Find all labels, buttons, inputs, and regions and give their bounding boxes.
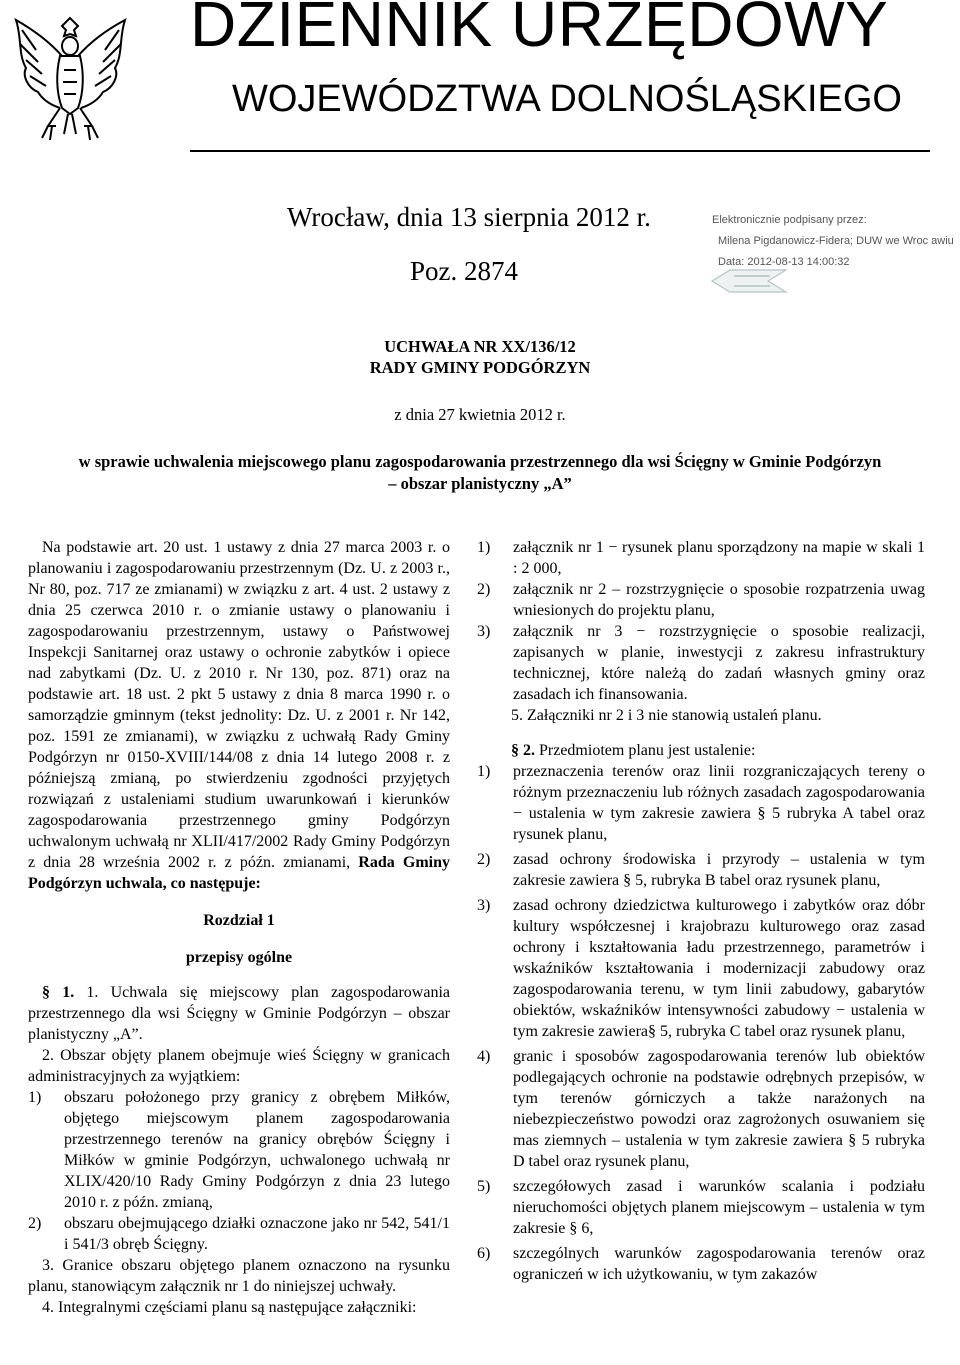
list-item-text: załącznik nr 1 − rysunek planu sporządzony na mapie w skali 1 : 2 000, [513,539,925,577]
paragraph-1-number: § 1. [42,984,75,1001]
signature-date: Data: 2012-08-13 14:00:32 [718,256,850,268]
resolution-date: z dnia 27 kwietnia 2012 r. [394,405,566,424]
list-item [477,1176,925,1239]
list-item-text: zasad ochrony dziedzictwa kulturowego i zabytków oraz dóbr kultury współczesnej i krajobrazu kulturowego oraz zasad ochrony i kształtowania ładu przestrzennego, parametrów i wskaźników kształtowania i modernizacji zabudowy oraz zagospodarowania terenu, w tym linii zabudowy, gabarytów obiektów, wskaźników intensywności zabudowy − ustalenia w tym zakresie zawiera§ 5, rubryka C tabel oraz rysunek planu, [513,897,925,1040]
preamble-enactment: Rada Gminy Podgórzyn uchwala, co następuje: [28,854,450,892]
list-item-number: 5) [477,1178,491,1195]
preamble: Na podstawie art. 20 ust. 1 ustawy z dnia 27 marca 2003 r. o planowaniu i zagospodarowaniu przestrzennym (Dz. U. z 2003 r., Nr 80, poz. 717 ze zmianami) w związku z art. 4 ust. 2 ustawy z dnia 25 czerwca 2010 r. o zmianie ustawy o planowaniu i zagospodarowaniu przestrzennym, ustawy o Państwowej Inspekcji Sanitarnej oraz ustawy o ochronie zabytków i opiece nad zabytkami (Dz. U. z 2010 r. Nr 130, poz. 871) oraz na podstawie art. 18 ust. 2 pkt 5 ustawy z dnia 8 marca 1990 r. o samorządzie gminnym (tekst jednolity: Dz. U. z 2001 r. Nr 142, poz. 1591 ze zmianami), w związku z uchwałą Rady Gminy Podgórzyn nr 0150-XVIII/144/08 z dnia 14 lutego 2008 r. z późniejszą zmianą, po stwierdzeniu zgodności przyjętych rozwiązań z ustaleniami studium uwarunkowań i kierunków zagospodarowania przestrzennego gminy Podgórzyn uchwalonym uchwałą nr XLII/417/2002 Rady Gminy Podgórzyn z dnia 28 września 2002 r. z późn. zmianami, Rada Gminy Podgórzyn uchwala, co następuje: [28,539,450,892]
exclusions-list [28,1087,450,1255]
publication-place-date: Wrocław, dnia 13 sierpnia 2012 r. [287,202,651,232]
list-item-text: szczegółowych zasad i warunków scalania i podziału nieruchomości objętych planem miejscowym – ustalenia w tym zakresie § 6, [513,1178,925,1237]
list-item [477,895,925,1042]
paragraph-1-5: 5. Załączniki nr 2 i 3 nie stanowią ustaleń planu. [511,707,822,724]
resolution-subject: w sprawie uchwalenia miejscowego planu zagospodarowania przestrzennego dla wsi Ścięgny w Gminie Podgórzyn [78,452,882,471]
list-item-number: 1) [477,763,491,780]
chapter-title: przepisy ogólne [185,949,293,966]
position-number: Poz. 2874 [410,256,518,286]
list-item-text: szczególnych warunków zagospodarowania terenów oraz ograniczeń w ich użytkowaniu, w tym zakazów [513,1245,925,1283]
signature-signer: Milena Pigdanowicz-Fidera; DUW we Wroc awiu [718,235,954,247]
paragraph-1-1: § 1. 1. Uchwala się miejscowy plan zagospodarowania przestrzennego dla wsi Ścięgny w Gminie Podgórzyn – obszar planistyczny „A”. [28,984,451,1043]
list-item [477,761,925,845]
plan-subject-list [477,761,925,1285]
paragraph-1-2: 2. Obszar objęty planem obejmuje wieś Ścięgny w granicach administracyjnych za wyjątkiem: [28,1047,450,1085]
paragraph-2-number: § 2. [511,742,535,759]
list-item [477,621,925,705]
list-item-number: 2) [477,581,491,598]
list-item-number: 1) [28,1089,42,1106]
polish-eagle-emblem-icon [8,10,133,145]
list-item-text: granic i sposobów zagospodarowania terenów lub obiektów podlegających ochronie na podstawie odrębnych przepisów, w tym terenów górniczych a także narażonych na niebezpieczeństwo powodzi oraz zagrożonych osuwaniem się mas ziemnych – ustalenia w tym zakresie zawiera § 5 rubryka D tabel oraz rysunek planu, [513,1048,925,1170]
list-item [477,537,925,579]
list-item [477,1046,925,1172]
resolution-council: RADY GMINY PODGÓRZYN [369,358,591,377]
list-item [477,849,925,891]
signature-line-1: Elektronicznie podpisany przez: [712,214,867,226]
paragraph-1-4: 4. Integralnymi częściami planu są następujące załączniki: [42,1299,417,1316]
list-item-number: 2) [477,851,491,868]
electronic-signature-block [712,210,954,273]
left-column [28,537,450,1318]
list-item [477,579,925,621]
list-item [477,1243,925,1285]
masthead-title: DZIENNIK URZĘDOWY [190,0,889,60]
paragraph-1-3: 3. Granice obszaru objętego planem oznaczono na rysunku planu, stanowiącym załącznik nr 1 do niniejszej uchwały. [28,1257,450,1295]
signature-mark-icon [710,268,788,294]
list-item-text: zasad ochrony środowiska i przyrody – ustalenia w tym zakresie zawiera § 5, rubryka B tabel oraz rysunek planu, [513,851,925,889]
list-item [28,1213,450,1255]
list-item-text: przeznaczenia terenów oraz linii rozgraniczających tereny o różnym przeznaczeniu lub różnych zasadach zagospodarowania − ustalenia w tym zakresie zawiera § 5 rubryka A tabel oraz rysunek planu, [513,763,925,843]
list-item-text: załącznik nr 2 – rozstrzygnięcie o sposobie rozpatrzenia uwag wniesionych do projektu planu, [513,581,925,619]
list-item-number: 2) [28,1215,42,1232]
list-item-number: 4) [477,1048,491,1065]
resolution-number: UCHWAŁA NR XX/136/12 [384,337,576,356]
list-item [28,1087,450,1213]
list-item-text: obszaru obejmującego działki oznaczone jako nr 542, 541/1 i 541/3 obręb Ścięgny. [64,1215,450,1253]
list-item-number: 1) [477,539,491,556]
list-item-text: obszaru położonego przy granicy z obrębem Miłków, objętego miejscowym planem zagospodarowania przestrzennego terenów na granicy obrębów Ścięgny i Miłków w gminie Podgórzyn, uchwalonego uchwałą nr XLIX/420/10 Rady Gminy Podgórzyn z dnia 23 lutego 2010 r. z późn. zmianą, [64,1089,450,1211]
list-item-text: załącznik nr 3 − rozstrzygnięcie o sposobie realizacji, zapisanych w planie, inwestycji z zakresu infrastruktury technicznej, które należą do zadań własnych gminy oraz zasadach ich finansowania. [513,623,925,703]
chapter-number: Rozdział 1 [203,912,275,929]
masthead-divider [190,150,930,152]
right-column [477,537,925,1285]
list-item-number: 3) [477,623,491,640]
paragraph-2-intro: § 2. Przedmiotem planu jest ustalenie: [511,742,756,759]
resolution-subject-area: – obszar planistyczny „A” [388,474,572,493]
attachments-list [477,537,925,705]
list-item-number: 6) [477,1245,491,1262]
list-item-number: 3) [477,897,491,914]
masthead-subtitle: WOJEWÓDZTWA DOLNOŚLĄSKIEGO [232,78,902,120]
